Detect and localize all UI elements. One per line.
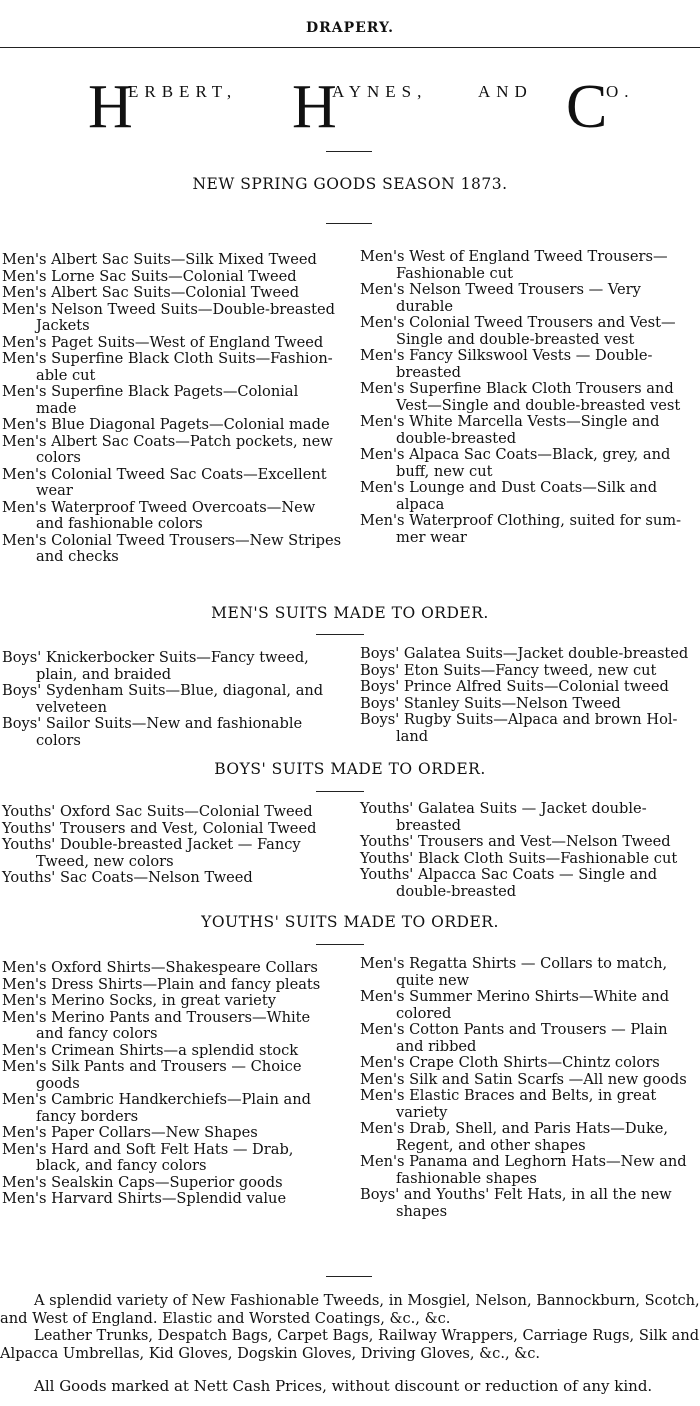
- divider: [326, 223, 372, 224]
- item-continuation: Tweed, new colors: [36, 852, 174, 870]
- item-continuation: alpaca: [396, 495, 445, 513]
- item-text: Men's Summer Merino Shirts—White and: [360, 988, 670, 1005]
- item-continuation: goods: [36, 1074, 80, 1092]
- item-continuation: Fashionable cut: [396, 264, 513, 282]
- item-text: Boys' Sydenham Suits—Blue, diagonal, and: [2, 682, 324, 699]
- list-item: [360, 1154, 700, 1187]
- item-continuation: and fancy colors: [36, 1025, 158, 1042]
- list-item: [360, 867, 700, 900]
- item-continuation: variety: [396, 1103, 448, 1121]
- item-text: Men's Lorne Sac Suits—Colonial Tweed: [2, 267, 297, 285]
- item-continuation: durable: [396, 297, 454, 315]
- firm-name: [0, 68, 700, 141]
- list-item: [2, 1175, 350, 1192]
- item-text: Men's Fancy Silkswool Vests — Double-: [360, 347, 653, 364]
- footer-accessories: Leather Trunks, Despatch Bags, Carpet Bags, Railway Wrappers, Carriage Rugs, Silk and Alpacca Umbrellas, Kid Gloves, Dogskin Gloves, Driving Gloves, &c., &c.: [0, 1327, 700, 1362]
- item-continuation: black, and fancy colors: [36, 1157, 207, 1174]
- list-item: [360, 851, 700, 868]
- item-text: Men's Waterproof Clothing, suited for sum-: [360, 512, 682, 529]
- item-text: Boys' Sailor Suits—New and fashionable: [2, 715, 303, 732]
- list-item: [360, 282, 700, 315]
- divider: [326, 151, 372, 152]
- item-text: Youths' Trousers and Vest—Nelson Tweed: [360, 833, 671, 850]
- item-text: Youths' Alpacca Sac Coats — Single and: [360, 866, 658, 883]
- item-text: Men's Harvard Shirts—Splendid value: [2, 1190, 287, 1207]
- item-continuation: mer wear: [396, 528, 467, 546]
- item-text: Men's Merino Socks, in great variety: [2, 992, 276, 1009]
- item-text: Youths' Trousers and Vest, Colonial Tweed: [2, 819, 317, 837]
- item-text: Men's Oxford Shirts—Shakespeare Collars: [2, 959, 318, 976]
- item-text: Men's Superfine Black Cloth Suits—Fashion-: [2, 350, 333, 367]
- list-item: [360, 1072, 700, 1089]
- firm-word-haynes: AYNES,: [332, 82, 428, 101]
- list-item: [2, 804, 350, 821]
- list-item: [2, 417, 350, 434]
- item-text: Men's Crape Cloth Shirts—Chintz colors: [360, 1054, 660, 1071]
- item-continuation: Single and double-breasted vest: [396, 330, 635, 348]
- item-text: Men's Merino Pants and Trousers—White: [2, 1008, 311, 1026]
- list-item: [360, 414, 700, 447]
- list-item: [2, 1142, 350, 1175]
- item-text: Boys' Rugby Suits—Alpaca and brown Hol-: [360, 711, 678, 728]
- list-item: [360, 989, 700, 1022]
- list-item: [360, 315, 700, 348]
- list-item: [2, 977, 350, 994]
- shirts-left-column: [2, 960, 350, 1208]
- item-text: Men's Sealskin Caps—Superior goods: [2, 1173, 283, 1191]
- item-text: Men's Paper Collars—New Shapes: [2, 1124, 258, 1141]
- list-item: [2, 335, 350, 352]
- item-text: Youths' Galatea Suits — Jacket double-: [360, 800, 647, 817]
- item-continuation: colored: [396, 1004, 452, 1022]
- item-text: Men's Cotton Pants and Trousers — Plain: [360, 1021, 668, 1038]
- youths-left-column: [2, 804, 350, 887]
- item-text: Men's Nelson Tweed Suits—Double-breasted: [2, 300, 335, 318]
- boys-section-heading: BOYS' SUITS MADE TO ORDER.: [214, 760, 486, 778]
- item-text: Youths' Double-breasted Jacket — Fancy: [2, 836, 301, 853]
- list-item: [2, 683, 350, 716]
- mens-section-heading: MEN'S SUITS MADE TO ORDER.: [211, 604, 489, 622]
- firm-word-and: AND: [478, 82, 533, 101]
- list-item: [360, 679, 700, 696]
- item-continuation: made: [36, 399, 77, 417]
- mens-left-column: [2, 252, 350, 566]
- item-text: Youths' Sac Coats—Nelson Tweed: [2, 869, 253, 886]
- item-text: Boys' Galatea Suits—Jacket double-breasted: [360, 645, 689, 662]
- season-heading: NEW SPRING GOODS SEASON 1873.: [192, 175, 508, 193]
- firm-initial-h2: H: [292, 73, 337, 141]
- item-text: Men's Cambric Handkerchiefs—Plain and: [2, 1091, 311, 1108]
- divider: [316, 791, 364, 792]
- firm-word-co: O.: [606, 82, 635, 101]
- item-text: Men's Waterproof Tweed Overcoats—New: [2, 498, 316, 516]
- item-continuation: able cut: [36, 366, 96, 384]
- list-item: [360, 834, 700, 851]
- list-item: [360, 1187, 700, 1220]
- boys-left-column: [2, 650, 350, 749]
- list-item: [2, 351, 350, 384]
- item-continuation: Vest—Single and double-breasted vest: [396, 396, 681, 414]
- item-text: Men's Superfine Black Cloth Trousers and: [360, 380, 674, 397]
- list-item: [360, 447, 700, 480]
- item-text: Men's Lounge and Dust Coats—Silk and: [360, 479, 658, 496]
- item-continuation: buff, new cut: [396, 462, 493, 480]
- item-text: Men's Silk and Satin Scarfs —All new goods: [360, 1070, 687, 1088]
- list-item: [2, 716, 350, 749]
- item-text: Boys' Prince Alfred Suits—Colonial tweed: [360, 678, 669, 695]
- list-item: [2, 1125, 350, 1142]
- list-item: [360, 663, 700, 680]
- item-text: Men's Colonial Tweed Trousers and Vest—: [360, 314, 676, 331]
- list-item: [2, 821, 350, 838]
- item-continuation: shapes: [396, 1202, 448, 1220]
- list-item: [360, 381, 700, 414]
- list-item: [2, 302, 350, 335]
- item-text: Men's Albert Sac Suits—Silk Mixed Tweed: [2, 251, 317, 268]
- list-item: [2, 650, 350, 683]
- list-item: [2, 467, 350, 500]
- item-text: Men's Albert Sac Suits—Colonial Tweed: [2, 284, 300, 301]
- item-text: Men's Superfine Black Pagets—Colonial: [2, 383, 299, 400]
- footer-tweeds: A splendid variety of New Fashionable Tweeds, in Mosgiel, Nelson, Bannockburn, Scotch, and West of England. Elastic and Worsted Coatings, &c., &c.: [0, 1292, 700, 1327]
- item-continuation: breasted: [396, 363, 461, 381]
- mens-right-column: [360, 249, 700, 546]
- item-continuation: fashionable shapes: [396, 1169, 537, 1187]
- item-continuation: quite new: [396, 971, 470, 989]
- item-continuation: Regent, and other shapes: [396, 1136, 586, 1154]
- item-text: Men's Panama and Leghorn Hats—New and: [360, 1153, 687, 1170]
- list-item: [360, 249, 700, 282]
- item-continuation: fancy borders: [36, 1107, 139, 1125]
- item-text: Boys' Stanley Suits—Nelson Tweed: [360, 694, 621, 712]
- list-item: [360, 1055, 700, 1072]
- firm-word-herbert: ERBERT,: [128, 82, 238, 101]
- list-item: [2, 434, 350, 467]
- item-text: Men's Albert Sac Coats—Patch pockets, new: [2, 432, 333, 450]
- list-item: [360, 513, 700, 546]
- list-item: [2, 533, 350, 566]
- item-continuation: and ribbed: [396, 1037, 477, 1055]
- divider: [316, 634, 364, 635]
- item-text: Men's Regatta Shirts — Collars to match,: [360, 955, 668, 972]
- list-item: [2, 269, 350, 286]
- list-item: [2, 1092, 350, 1125]
- item-continuation: breasted: [396, 816, 461, 834]
- item-text: Men's Drab, Shell, and Paris Hats—Duke,: [360, 1120, 669, 1137]
- item-text: Boys' and Youths' Felt Hats, in all the new: [360, 1186, 672, 1203]
- list-item: [2, 1191, 350, 1208]
- list-item: [360, 712, 700, 745]
- item-text: Men's Hard and Soft Felt Hats — Drab,: [2, 1140, 294, 1158]
- item-continuation: land: [396, 727, 429, 745]
- item-continuation: plain, and braided: [36, 665, 172, 683]
- item-text: Boys' Knickerbocker Suits—Fancy tweed,: [2, 649, 309, 666]
- item-text: Men's West of England Tweed Trousers—: [360, 248, 668, 265]
- firm-initial-c: C: [566, 73, 608, 141]
- item-text: Men's Crimean Shirts—a splendid stock: [2, 1041, 299, 1059]
- list-item: [360, 696, 700, 713]
- item-continuation: velveteen: [36, 698, 107, 716]
- list-item: [2, 960, 350, 977]
- item-text: Men's Alpaca Sac Coats—Black, grey, and: [360, 446, 671, 463]
- page-title: DRAPERY.: [305, 20, 395, 36]
- list-item: [2, 837, 350, 870]
- page-header: [0, 0, 700, 48]
- item-text: Men's Paget Suits—West of England Tweed: [2, 333, 324, 351]
- item-continuation: Jackets: [36, 317, 90, 334]
- list-item: [360, 1088, 700, 1121]
- youths-right-column: [360, 801, 700, 900]
- shirts-right-column: [360, 956, 700, 1220]
- youths-section-heading: YOUTHS' SUITS MADE TO ORDER.: [201, 913, 499, 931]
- item-text: Men's White Marcella Vests—Single and: [360, 413, 660, 430]
- list-item: [2, 993, 350, 1010]
- list-item: [2, 870, 350, 887]
- list-item: [360, 480, 700, 513]
- footer-prices: All Goods marked at Nett Cash Prices, without discount or reduction of any kind.: [34, 1377, 653, 1395]
- list-item: [360, 956, 700, 989]
- item-continuation: and fashionable colors: [36, 515, 203, 532]
- item-text: Men's Colonial Tweed Sac Coats—Excellent: [2, 465, 327, 483]
- list-item: [2, 384, 350, 417]
- list-item: [2, 1010, 350, 1043]
- list-item: [2, 1059, 350, 1092]
- item-continuation: colors: [36, 731, 81, 749]
- divider: [326, 1276, 372, 1277]
- list-item: [360, 348, 700, 381]
- list-item: [360, 1022, 700, 1055]
- list-item: [360, 646, 700, 663]
- list-item: [2, 1043, 350, 1060]
- list-item: [360, 801, 700, 834]
- list-item: [2, 500, 350, 533]
- item-text: Men's Elastic Braces and Belts, in great: [360, 1087, 657, 1104]
- item-text: Men's Silk Pants and Trousers — Choice: [2, 1058, 302, 1075]
- item-text: Boys' Eton Suits—Fancy tweed, new cut: [360, 661, 657, 679]
- item-text: Men's Dress Shirts—Plain and fancy pleats: [2, 975, 321, 993]
- boys-right-column: [360, 646, 700, 745]
- list-item: [360, 1121, 700, 1154]
- item-text: Men's Blue Diagonal Pagets—Colonial made: [2, 416, 330, 433]
- item-text: Youths' Oxford Sac Suits—Colonial Tweed: [2, 803, 313, 820]
- item-text: Men's Nelson Tweed Trousers — Very: [360, 281, 641, 298]
- item-continuation: wear: [36, 482, 73, 499]
- item-text: Men's Colonial Tweed Trousers—New Stripes: [2, 531, 342, 549]
- list-item: [2, 285, 350, 302]
- divider: [316, 944, 364, 945]
- item-continuation: double-breasted: [396, 882, 517, 900]
- item-continuation: double-breasted: [396, 429, 517, 447]
- firm-initial-h1: H: [88, 73, 133, 141]
- item-continuation: colors: [36, 449, 81, 466]
- item-continuation: and checks: [36, 548, 119, 565]
- item-text: Youths' Black Cloth Suits—Fashionable cut: [360, 849, 678, 867]
- footer-notes: [0, 1292, 700, 1396]
- list-item: [2, 252, 350, 269]
- header-rule: [0, 47, 700, 48]
